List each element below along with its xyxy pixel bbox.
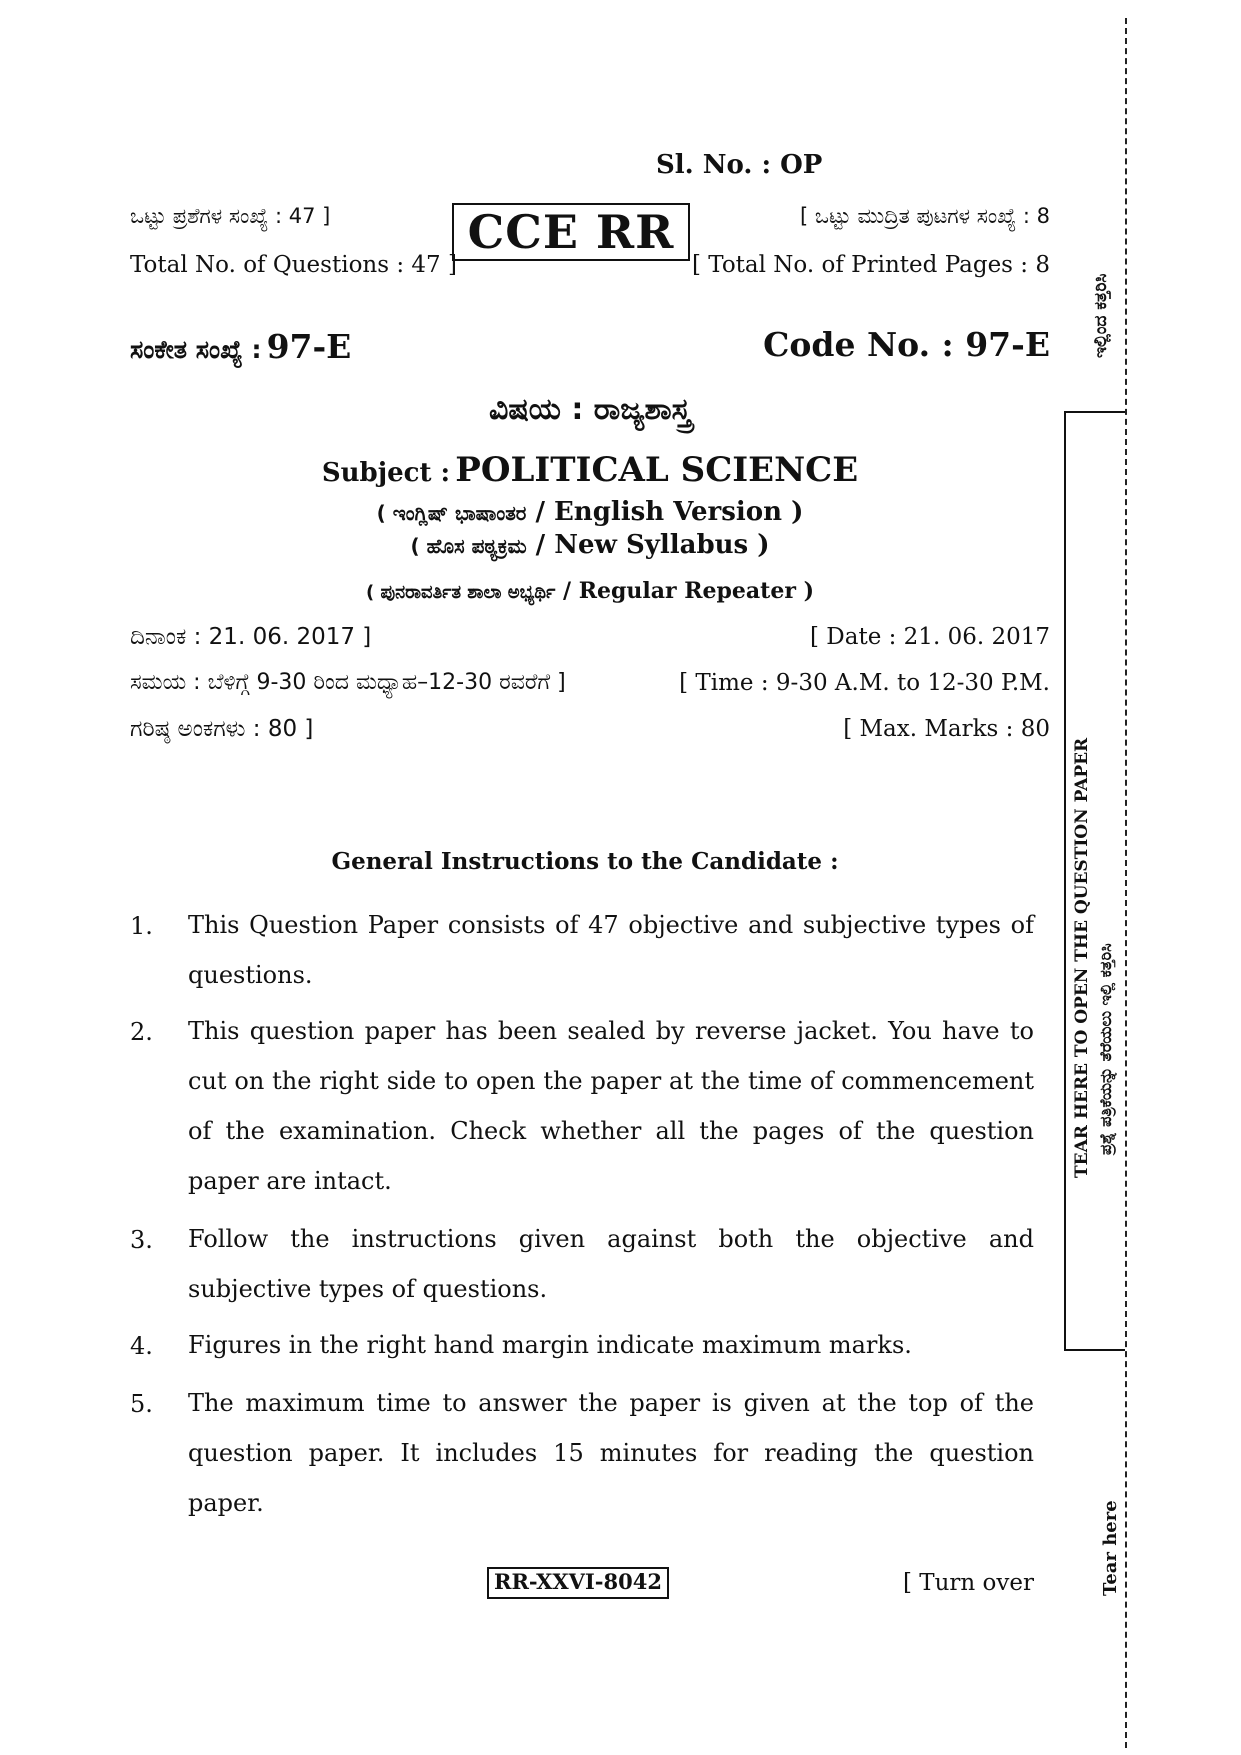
instruction-number: 3. [130, 1226, 153, 1254]
candidate-line [130, 578, 1050, 604]
candidate-en: / Regular Repeater ) [563, 578, 814, 604]
date: [ Date : 21. 06. 2017 [810, 624, 1050, 650]
syllabus-kn: ( ಹೊಸ ಪಠ್ಯಕ್ರಮ [410, 534, 527, 558]
version-en: / English Version ) [535, 497, 804, 527]
subject-value: POLITICAL SCIENCE [455, 450, 859, 490]
version-line [130, 497, 1050, 527]
subject-line [130, 450, 1050, 490]
tear-top-kn: ಇಲ್ಲಿಂದ ಕತ್ತರಿಸಿ [1091, 273, 1111, 358]
kn-code-value: 97-E [266, 327, 352, 366]
instruction-number: 1. [130, 912, 153, 940]
kn-time: ಸಮಯ : ಬೆಳಿಗ್ಗೆ 9-30 ರಿಂದ ಮಧ್ಯಾಹ–12-30 ರವರೆಗೆ ] [130, 670, 566, 695]
subject-label: Subject : [321, 458, 451, 488]
kn-code [130, 327, 351, 366]
syllabus-line [130, 530, 1050, 560]
version-kn: ( ಇಂಗ್ಲಿಷ್ ಭಾಷಾಂತರ [376, 501, 527, 525]
kn-max-marks: ಗರಿಷ್ಠ ಅಂಕಗಳು : 80 ] [130, 716, 314, 742]
instruction-text: Follow the instructions given against both the objective and subjective types of questions. [188, 1225, 1034, 1303]
paper-code: RR-XXVI-8042 [487, 1567, 669, 1599]
instruction-number: 4. [130, 1332, 153, 1360]
code-number: Code No. : 97-E [763, 325, 1050, 364]
candidate-kn: ( ಪುನರಾವರ್ತಿತ ಶಾಲಾ ಅಭ್ಯರ್ಥಿ [366, 582, 556, 603]
instructions-heading: General Instructions to the Candidate : [331, 848, 839, 875]
syllabus-en: / New Syllabus ) [535, 530, 770, 560]
exam-type-box [452, 203, 690, 261]
tear-dashed-line [1125, 18, 1127, 1748]
kn-code-label: ಸಂಕೇತ ಸಂಖ್ಯೆ : [130, 335, 262, 364]
max-marks: [ Max. Marks : 80 [843, 716, 1050, 742]
serial-number: Sl. No. : OP [656, 150, 823, 180]
tear-box-en: TEAR HERE TO OPEN THE QUESTION PAPER [1072, 737, 1092, 1178]
instruction-text: Figures in the right hand margin indicate maximum marks. [188, 1331, 912, 1359]
total-pages: [ Total No. of Printed Pages : 8 [692, 252, 1050, 278]
kn-subject: ವಿಷಯ : ರಾಜ್ಯಶಾಸ್ತ್ರ [489, 392, 691, 427]
instruction-number: 2. [130, 1018, 153, 1046]
instruction-text: The maximum time to answer the paper is given at the top of the question paper. It includes 15 minutes for reading the question paper. [188, 1389, 1034, 1517]
kn-date: ದಿನಾಂಕ : 21. 06. 2017 ] [130, 624, 372, 650]
exam-type: CCE RR [467, 205, 675, 259]
time: [ Time : 9-30 A.M. to 12-30 P.M. [679, 670, 1050, 696]
instruction-number: 5. [130, 1390, 153, 1418]
instruction-text: This Question Paper consists of 47 objective and subjective types of questions. [188, 911, 1034, 989]
tear-here-label: Tear here [1100, 1500, 1121, 1596]
total-questions: Total No. of Questions : 47 ] [130, 252, 457, 278]
turn-over: [ Turn over [902, 1570, 1034, 1596]
kn-total-questions: ಒಟ್ಟು ಪ್ರಶೆಗಳ ಸಂಖ್ಯೆ : 47 ] [130, 204, 331, 228]
kn-total-pages: [ ಒಟ್ಟು ಮುದ್ರಿತ ಪುಟಗಳ ಸಂಖ್ಯೆ : 8 [799, 204, 1050, 228]
instruction-text: This question paper has been sealed by reverse jacket. You have to cut on the right side to open the paper at the time of commencement of the examination. Check whether all the pages of the question paper are intact. [188, 1017, 1034, 1195]
tear-box-kn: ಪ್ರಶ್ನೆ ಪತ್ರಿಕೆಯನ್ನು ತೆರೆಯಲು ಇಲ್ಲಿ ಕತ್ತರಿಸಿ [1096, 943, 1115, 1155]
